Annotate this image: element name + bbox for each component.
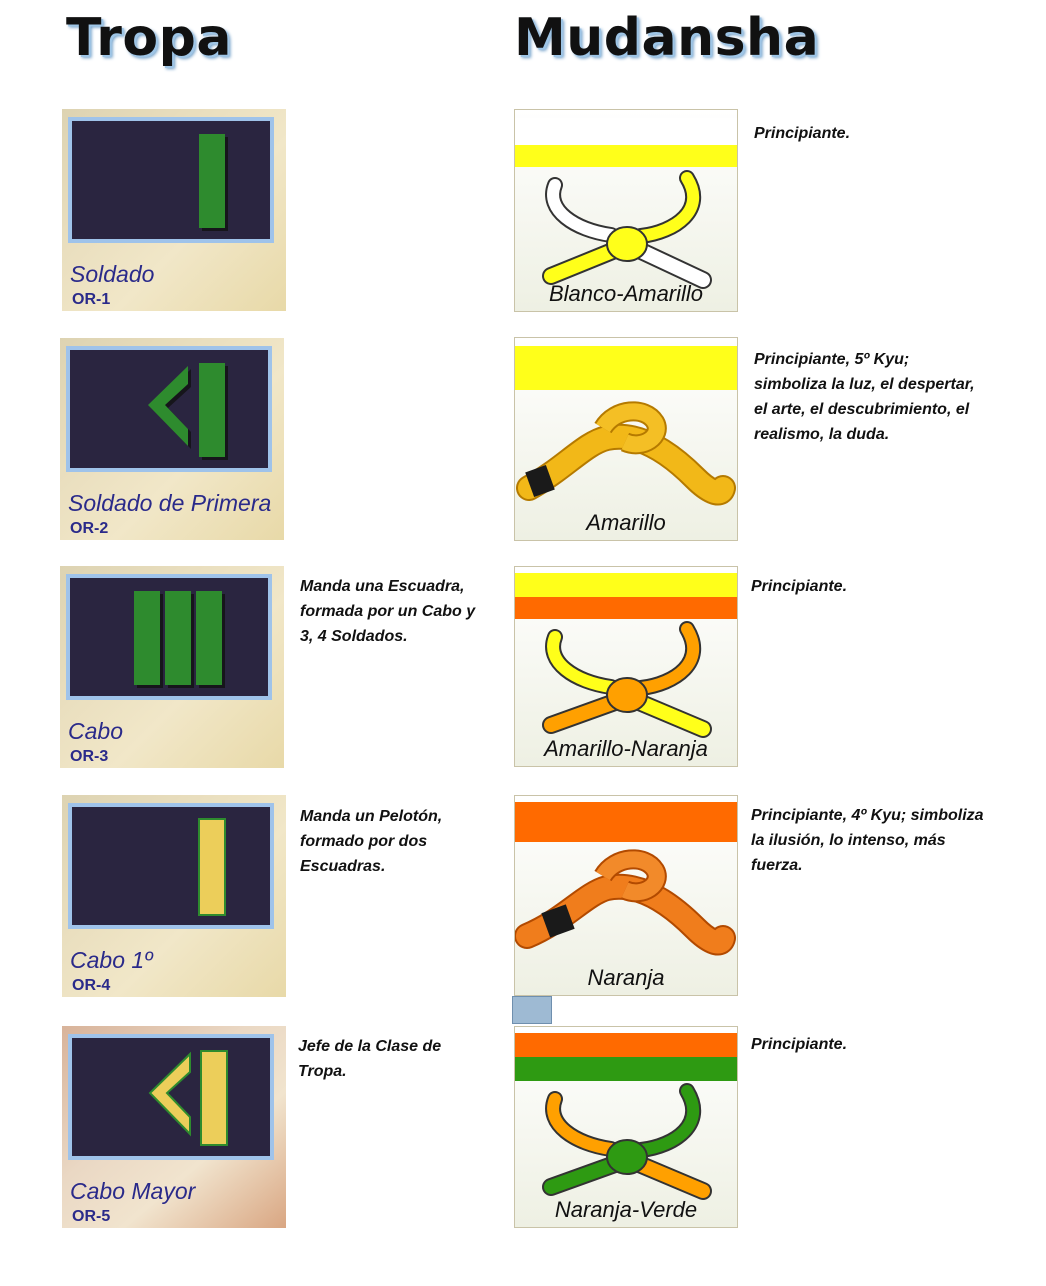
rank-name: Soldado [70, 261, 155, 287]
rank-code: OR-2 [70, 520, 109, 537]
single-green-stripe-icon [72, 121, 270, 239]
mudansha-heading: Mudansha [514, 8, 820, 68]
rank-patch [68, 803, 274, 929]
rank-name: Soldado de Primera [68, 490, 272, 516]
belt-card-blanco-amarillo [514, 109, 738, 312]
rank-description-or4: Manda un Pelotón, formado por dos Escuadras. [300, 808, 443, 875]
rank-card-or2 [60, 338, 284, 540]
rank-patch [66, 574, 272, 700]
belt-name: Blanco-Amarillo [548, 281, 704, 306]
rank-name: Cabo 1º [70, 947, 153, 973]
rank-code: OR-5 [72, 1208, 111, 1225]
belt-name: Naranja [587, 965, 665, 990]
rank-description-or3: Manda una Escuadra, formada por un Cabo y 3, 4 Soldados. [300, 578, 476, 645]
color-swatch-box [512, 996, 552, 1024]
belt-name: Amarillo [586, 510, 666, 535]
belt-card-amarillo-naranja [514, 566, 738, 767]
belt-name: Naranja-Verde [554, 1197, 698, 1222]
rank-patch [68, 1034, 274, 1160]
belt-name: Amarillo-Naranja [544, 736, 708, 761]
belt-description-naranja: Principiante, 4º Kyu; simboliza la ilusión, lo intenso, más fuerza. [751, 807, 984, 874]
rank-card-or5 [62, 1026, 286, 1228]
rank-name: Cabo Mayor [70, 1178, 196, 1204]
rank-code: OR-1 [72, 291, 111, 308]
single-gold-stripe-icon [72, 807, 270, 925]
rank-description-or5: Jefe de la Clase de Tropa. [298, 1038, 442, 1080]
gold-chevron-stripe-icon [72, 1038, 270, 1156]
belt-description-amarillo-naranja: Principiante. [751, 578, 848, 595]
belt-description-blanco-amarillo: Principiante. [754, 125, 851, 142]
rank-patch [68, 117, 274, 243]
rank-card-or4 [62, 795, 286, 997]
rank-code: OR-3 [70, 748, 109, 765]
tropa-heading: Tropa [66, 8, 232, 68]
rank-code: OR-4 [72, 977, 111, 994]
belt-card-naranja [514, 795, 738, 996]
rank-card-or1 [62, 109, 286, 311]
three-green-stripes-icon [70, 578, 268, 696]
belt-card-naranja-verde [514, 1026, 738, 1228]
belt-description-amarillo: Principiante, 5º Kyu; simboliza la luz, el despertar, el arte, el descubrimiento, el realismo, la duda. [754, 351, 975, 443]
green-chevron-stripe-icon [70, 350, 268, 468]
belt-card-amarillo [514, 337, 738, 541]
rank-patch [66, 346, 272, 472]
rank-card-or3 [60, 566, 284, 768]
belt-description-naranja-verde: Principiante. [751, 1036, 848, 1053]
rank-name: Cabo [68, 718, 123, 744]
